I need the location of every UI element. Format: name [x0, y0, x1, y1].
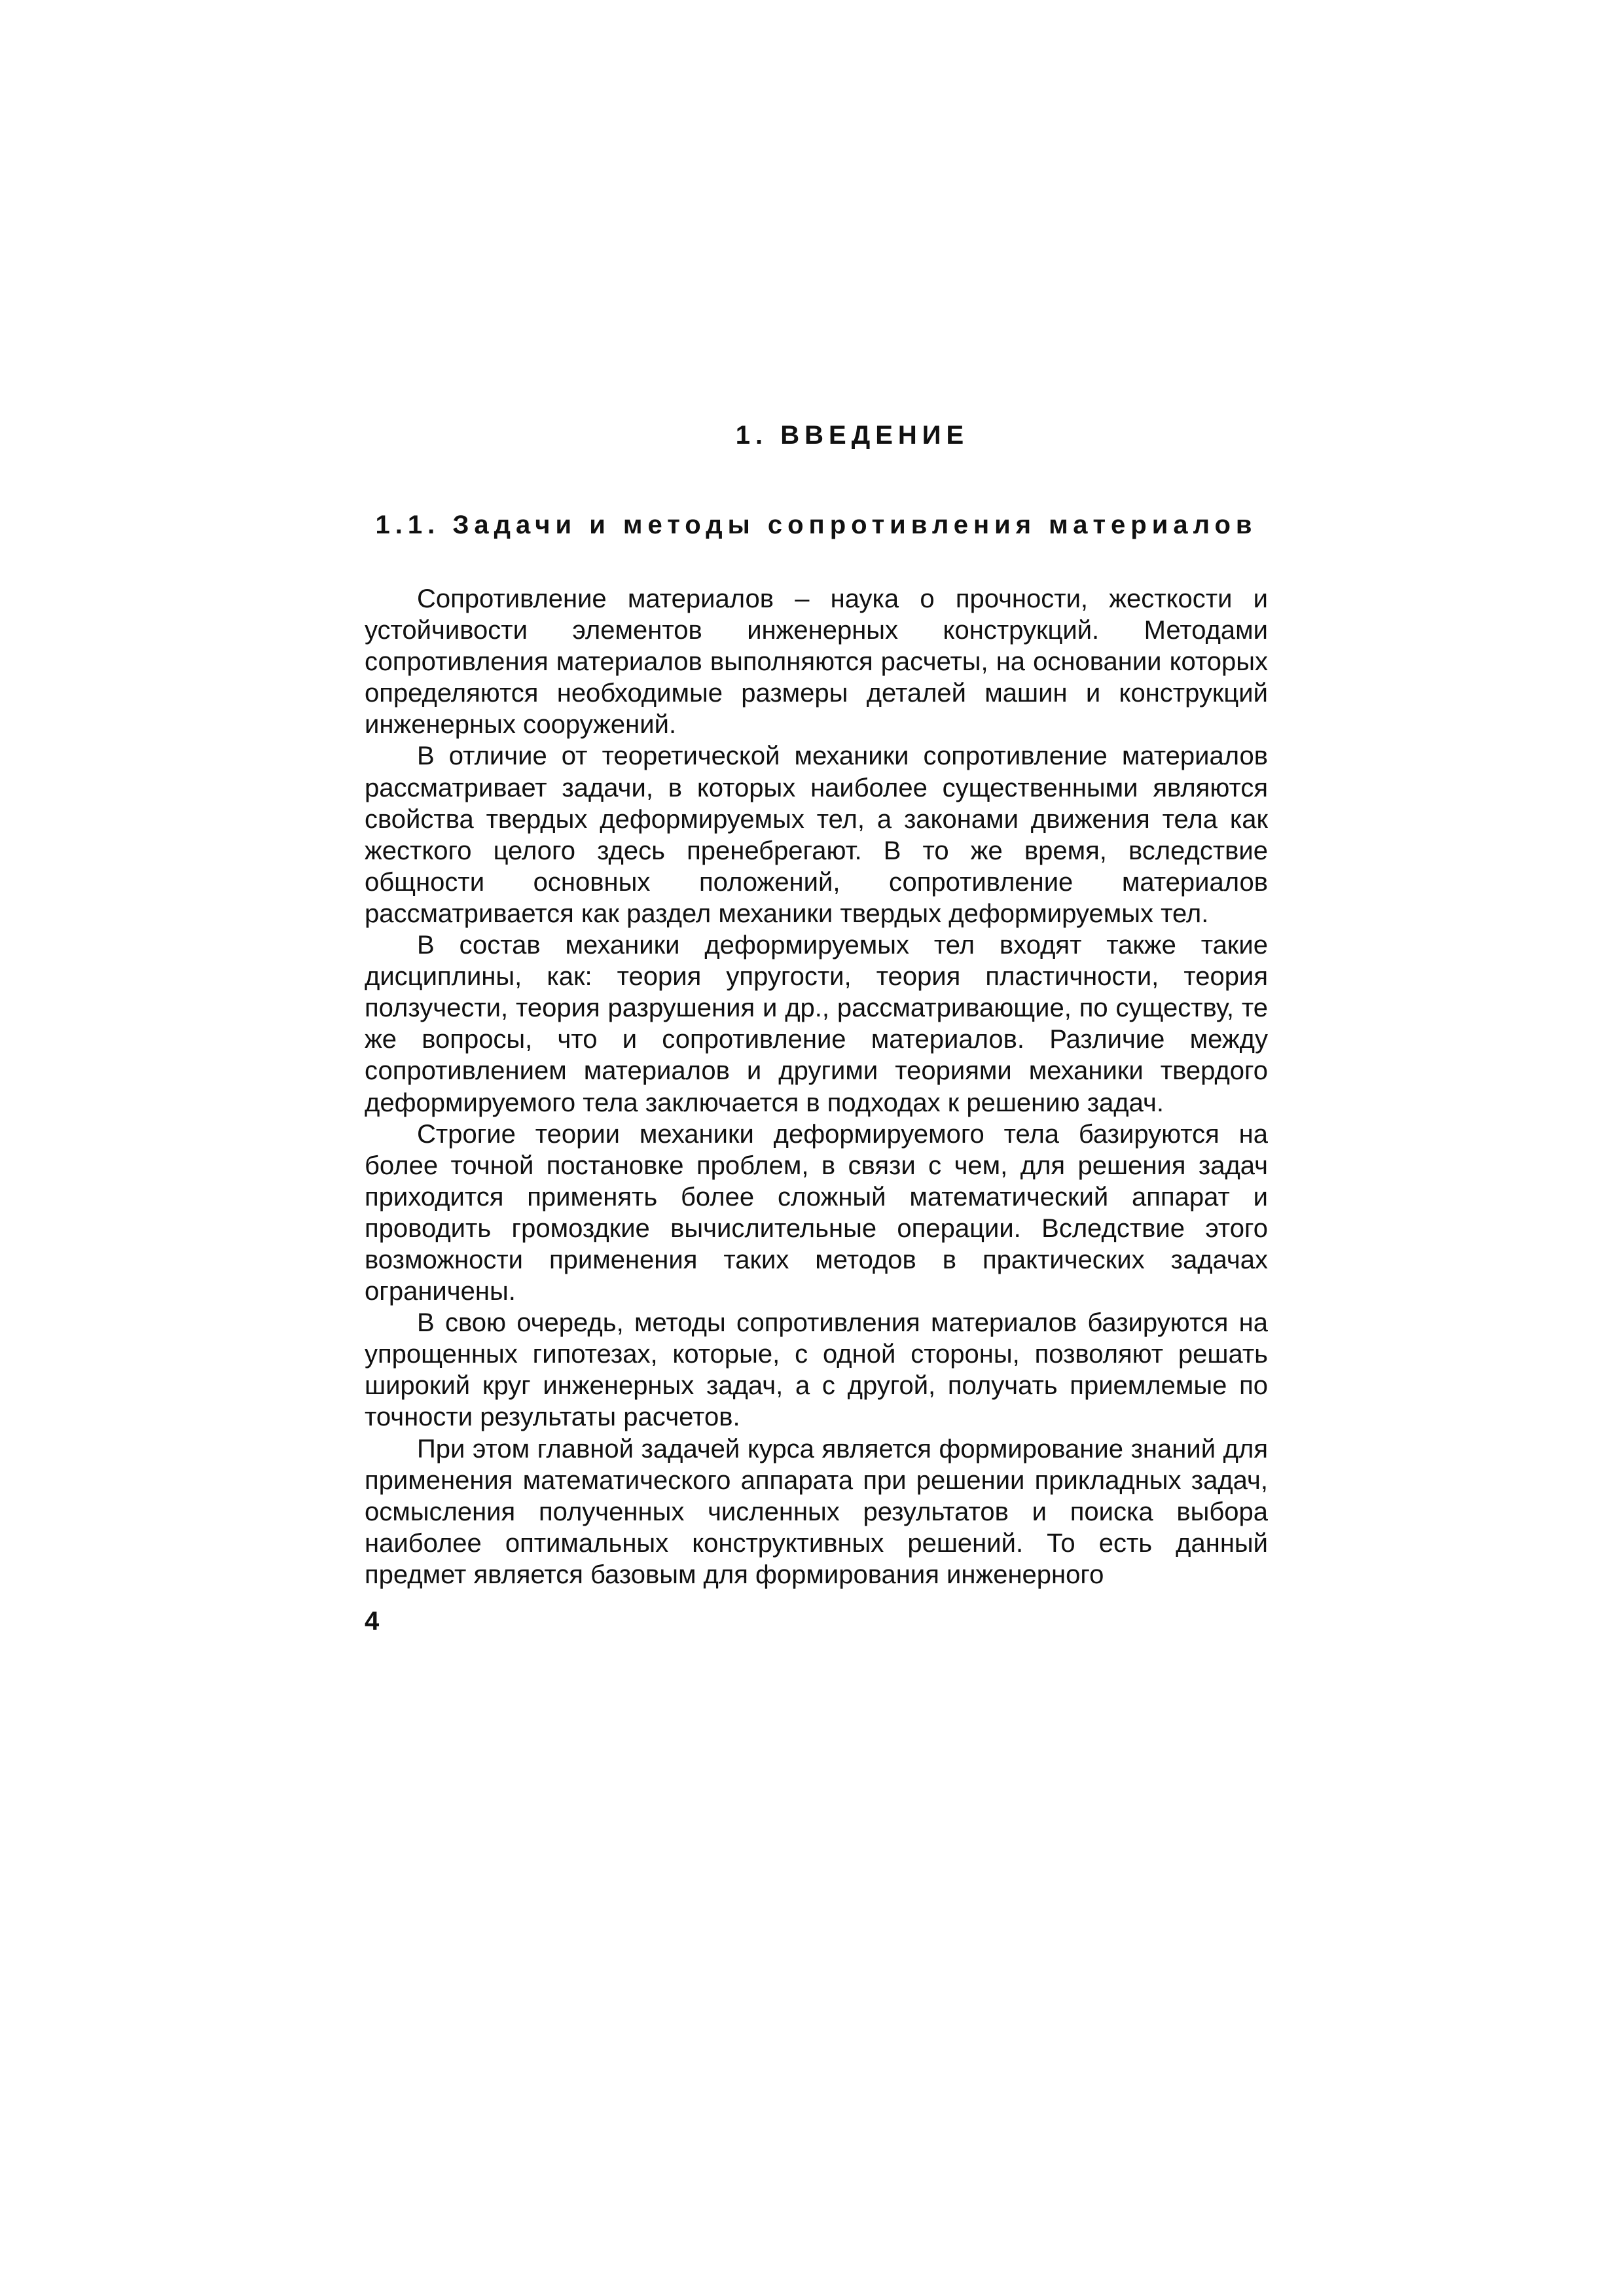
page-number: 4 — [365, 1607, 380, 1636]
paragraph: Сопротивление материалов – наука о прочности, жесткости и устойчивости элементов инженерных конструкций. Методами сопротивления материалов выполняются расчеты, на основании которых определяются необходимые размеры деталей машин и конструкций инженерных сооружений. — [365, 584, 1268, 740]
paragraph: Строгие теории механики деформируемого тела базируются на более точной постановке проблем, в связи с чем, для решения задач приходится применять более сложный математический аппарат и проводить громоздкие вычислительные операции. Вследствие этого возможности применения таких методов в практических задачах ограничены. — [365, 1119, 1268, 1306]
chapter-title: 1. ВВЕДЕНИЕ — [735, 421, 969, 450]
page-content — [365, 419, 1268, 1590]
paragraph: В свою очередь, методы сопротивления материалов базируются на упрощенных гипотезах, которые, с одной стороны, позволяют решать широкий круг инженерных задач, а с другой, получать приемлемые по точности результаты расчетов. — [365, 1308, 1268, 1432]
section-title: 1.1. Задачи и методы сопротивления материалов — [375, 511, 1257, 539]
paragraph: При этом главной задачей курса является формирование знаний для применения математического аппарата при решении прикладных задач, осмысления полученных численных результатов и поиска выбора наиболее оптимальных конструктивных решений. То есть данный предмет является базовым для формирования инженерного — [365, 1434, 1268, 1589]
paragraph: В состав механики деформируемых тел входят также такие дисциплины, как: теория упругости, теория пластичности, теория ползучести, теория разрушения и др., рассматривающие, по существу, те же вопросы, что и сопротивление материалов. Различие между сопротивлением материалов и другими теориями механики твердого деформируемого тела заключается в подходах к решению задач. — [365, 931, 1268, 1117]
paragraph: В отличие от теоретической механики сопротивление материалов рассматривает задачи, в которых наиболее существенными являются свойства твердых деформируемых тел, а законами движения тела как жесткого целого здесь пренебрегают. В то же время, вследствие общности основных положений, сопротивление материалов рассматривается как раздел механики твердых деформируемых тел. — [365, 742, 1268, 928]
body-text — [365, 583, 1268, 1590]
